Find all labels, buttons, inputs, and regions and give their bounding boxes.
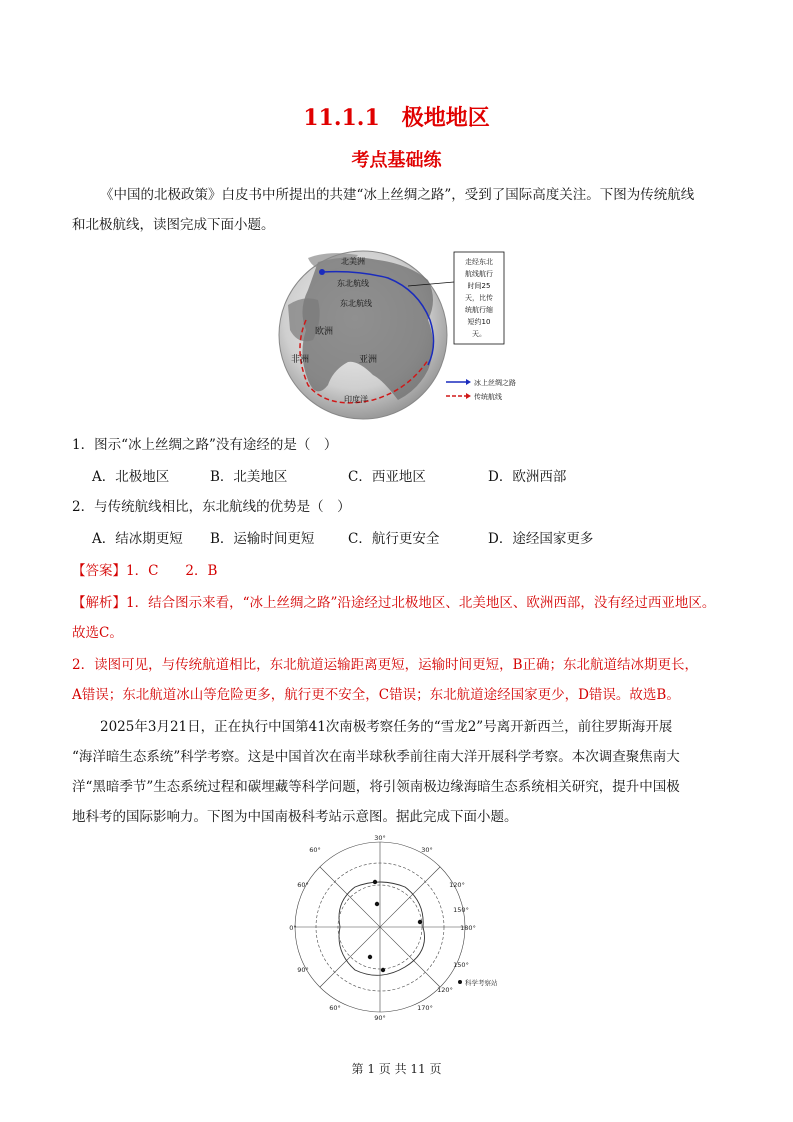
station-point-3 [418,920,422,924]
legend-traditional-label: 传统航线 [474,393,502,401]
deg-label-14: 60° [329,1004,341,1012]
deg-label-3: 30° [421,846,433,854]
note-line-3: 时间25 [467,282,491,290]
q2-option-b[interactable]: B．运输时间更短 [210,531,315,547]
deg-label-7: 120° [449,881,465,889]
deg-label-6: 90° [297,966,309,974]
page-footer: 第 1 页 共 11 页 [351,1062,442,1076]
q1-option-c[interactable]: C．西亚地区 [348,469,426,485]
deg-label-1: 30° [374,834,386,842]
legend-station-label: 科学考察站 [465,979,498,987]
analysis-line-4: A错误；东北航道冰山等危险更多，航行更不安全，C错误；东北航道途经国家更少，D错误。故选B。 [72,687,680,703]
label-northeast-route: 东北航线 [337,279,369,288]
passage2-line1: 2025年3月21日，正在执行中国第41次南极考察任务的“雪龙2”号离开新西兰，前往罗斯海开展 [100,719,673,735]
label-asia: 亚洲 [358,355,378,365]
deg-label-11: 120° [437,986,453,994]
analysis-line-3: 2．读图可见，与传统航道相比，东北航道运输距离更短，运输时间更短，B正确；东北航道结冰期更长， [72,657,699,673]
legend-traditional-arrow [466,393,471,399]
station-point-5 [368,955,372,959]
passage2-line4: 地科考的国际影响力。下图为中国南极科考站示意图。据此完成下面小题。 [72,809,518,825]
question-1-stem: 1．图示“冰上丝绸之路”没有途经的是（ ） [72,437,338,453]
legend-ice-arrow [466,379,471,385]
deg-label-13: 170° [417,1004,433,1012]
answer-block [72,561,726,581]
passage2-line3: 洋“黑暗季节”生态系统过程和碳埋藏等科学问题，将引领南极边缘海暗生态系统相关研究，提升中国极 [72,779,680,795]
deg-label-2: 60° [309,846,321,854]
antarctic-station-map [285,832,515,1026]
note-line-2: 航线航行 [465,270,493,278]
legend-station-dot [458,980,462,984]
q1-option-a[interactable]: A．北极地区 [92,469,170,485]
label-northwest-route: 东北航线 [340,299,372,308]
deg-label-8: 150° [453,906,469,914]
note-line-6: 短约10 [467,318,491,326]
passage1-line2: 和北极航线，读图完成下面小题。 [72,217,275,233]
note-line-5: 统航行缩 [465,306,493,314]
deg-label-9: 180° [460,924,476,932]
q2-option-d[interactable]: D．途经国家更多 [488,531,594,547]
deg-label-4: 60° [297,881,309,889]
label-indian-ocean: 印度洋 [344,395,368,404]
q1-option-b[interactable]: B．北美地区 [210,469,288,485]
analysis-tag: 【解析】 [72,595,126,611]
station-point-4 [381,968,385,972]
note-line-7: 天。 [472,330,486,338]
analysis-line-1 [72,593,726,613]
q1-option-d[interactable]: D．欧洲西部 [488,469,567,485]
q2-option-a[interactable]: A．结冰期更短 [92,531,183,547]
arctic-route-map [278,250,538,424]
station-point-2 [375,902,379,906]
deg-label-12: 90° [374,1014,386,1022]
deg-label-5: 0° [289,924,297,932]
answer-text: 1．C 2．B [126,563,218,579]
route-start-point [319,269,325,275]
analysis-line-1-text: 1．结合图示来看，“冰上丝绸之路”沿途经过北极地区、北美地区、欧洲西部，没有经过西亚地区。 [126,595,716,611]
station-point-1 [373,880,377,884]
legend-ice-label: 冰上丝绸之路 [474,379,516,387]
label-africa: 非洲 [290,355,310,365]
label-europe: 欧洲 [314,327,334,337]
passage2-line2: “海洋暗生态系统”科学考察。这是中国首次在南半球秋季前往南大洋开展科学考察。本次调查聚焦南大 [72,749,680,765]
note-line-4: 天，比传 [465,294,493,302]
q2-option-c[interactable]: C．航行更安全 [348,531,440,547]
page-subtitle: 考点基础练 [351,150,442,171]
passage1-line1: 《中国的北极政策》白皮书中所提出的共建“冰上丝绸之路”，受到了国际高度关注。下图为传统航线 [100,187,695,203]
question-2-stem: 2．与传统航线相比，东北航线的优势是（ ） [72,499,351,515]
analysis-line-2: 故选C。 [72,625,123,641]
answer-tag: 【答案】 [72,563,126,579]
label-north-america: 北美洲 [341,257,365,266]
page-title: 11.1.1 极地地区 [303,105,490,131]
note-line-1: 走经东北 [465,258,493,266]
deg-label-10: 150° [453,961,469,969]
